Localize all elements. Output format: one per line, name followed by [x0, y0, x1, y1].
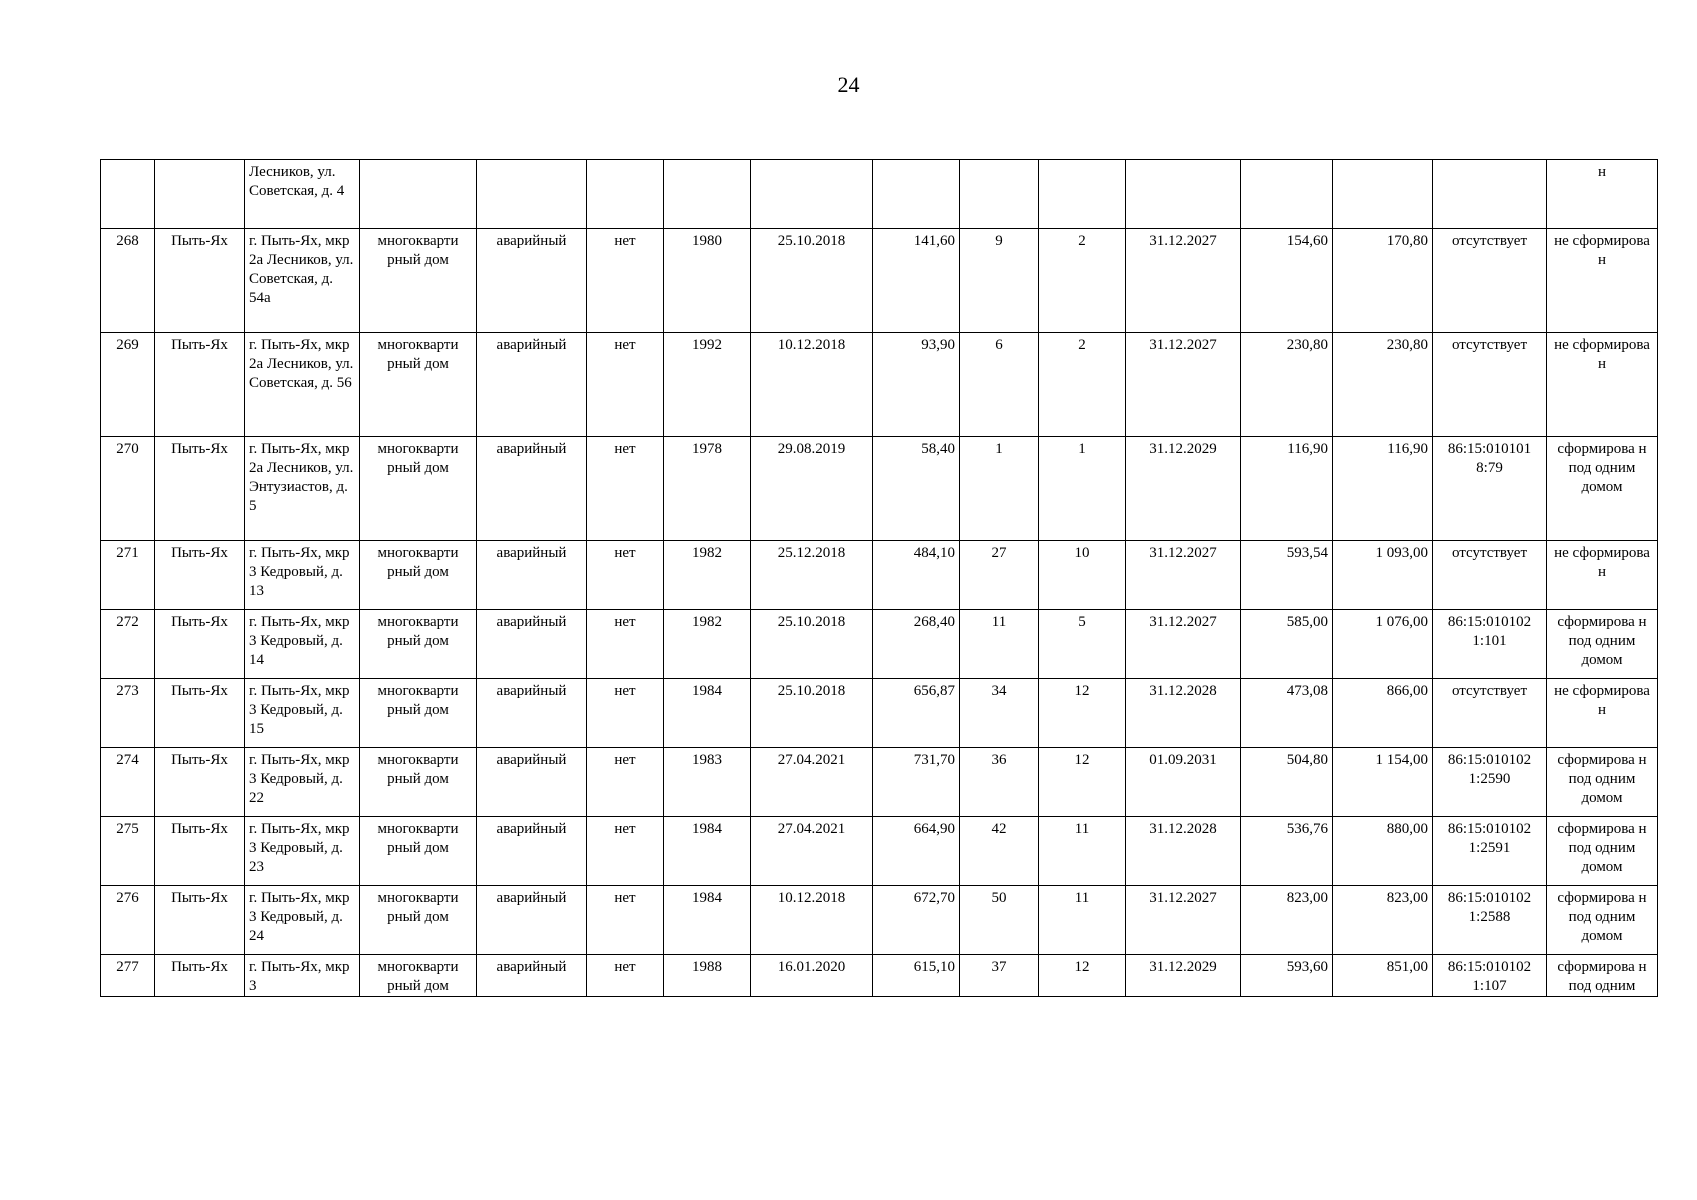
recognition-date-cell: 27.04.2021 [751, 817, 873, 886]
residents-cell: 9 [960, 229, 1039, 333]
building-type-cell: многокварти рный дом [360, 748, 477, 817]
plan-cell: нет [587, 437, 664, 541]
row-number-cell: 277 [101, 955, 155, 997]
table-row [101, 437, 1658, 541]
table-row [101, 955, 1658, 997]
cadastral-number-cell: отсутствует [1433, 541, 1547, 610]
table-row [101, 610, 1658, 679]
condition-cell: аварийный [477, 610, 587, 679]
relocation-deadline-cell [1126, 160, 1241, 229]
value-2-cell: 866,00 [1333, 679, 1433, 748]
cadastral-number-cell: отсутствует [1433, 679, 1547, 748]
building-type-cell: многокварти рный дом [360, 333, 477, 437]
value-1-cell: 116,90 [1241, 437, 1333, 541]
area-cell: 615,10 [873, 955, 960, 997]
table-row [101, 679, 1658, 748]
value-1-cell: 823,00 [1241, 886, 1333, 955]
recognition-date-cell: 10.12.2018 [751, 333, 873, 437]
address-cell: г. Пыть-Ях, мкр 3 [245, 955, 360, 997]
recognition-date-cell: 25.12.2018 [751, 541, 873, 610]
year-built-cell: 1984 [664, 886, 751, 955]
plan-cell: нет [587, 333, 664, 437]
value-2-cell: 1 093,00 [1333, 541, 1433, 610]
relocation-deadline-cell: 31.12.2027 [1126, 333, 1241, 437]
condition-cell: аварийный [477, 437, 587, 541]
recognition-date-cell [751, 160, 873, 229]
relocation-deadline-cell: 31.12.2029 [1126, 955, 1241, 997]
address-cell: г. Пыть-Ях, мкр 3 Кедровый, д. 22 [245, 748, 360, 817]
value-2-cell: 880,00 [1333, 817, 1433, 886]
value-1-cell: 536,76 [1241, 817, 1333, 886]
land-plot-status-cell: не сформирова н [1547, 229, 1658, 333]
land-plot-status-cell: н [1547, 160, 1658, 229]
recognition-date-cell: 29.08.2019 [751, 437, 873, 541]
table-row [101, 541, 1658, 610]
apartments-cell: 2 [1039, 229, 1126, 333]
area-cell: 141,60 [873, 229, 960, 333]
row-number-cell: 268 [101, 229, 155, 333]
value-1-cell: 504,80 [1241, 748, 1333, 817]
building-type-cell: многокварти рный дом [360, 679, 477, 748]
plan-cell: нет [587, 610, 664, 679]
building-type-cell: многокварти рный дом [360, 437, 477, 541]
value-2-cell [1333, 160, 1433, 229]
residents-cell: 50 [960, 886, 1039, 955]
building-type-cell: многокварти рный дом [360, 229, 477, 333]
city-cell: Пыть-Ях [155, 437, 245, 541]
residents-cell: 37 [960, 955, 1039, 997]
value-1-cell: 593,54 [1241, 541, 1333, 610]
apartments-cell: 10 [1039, 541, 1126, 610]
recognition-date-cell: 25.10.2018 [751, 229, 873, 333]
cadastral-number-cell [1433, 160, 1547, 229]
table-row [101, 817, 1658, 886]
land-plot-status-cell: сформирова н под одним [1547, 955, 1658, 997]
city-cell: Пыть-Ях [155, 541, 245, 610]
value-1-cell [1241, 160, 1333, 229]
land-plot-status-cell: не сформирова н [1547, 679, 1658, 748]
value-2-cell: 823,00 [1333, 886, 1433, 955]
value-1-cell: 585,00 [1241, 610, 1333, 679]
plan-cell: нет [587, 679, 664, 748]
apartments-cell: 11 [1039, 886, 1126, 955]
building-type-cell: многокварти рный дом [360, 955, 477, 997]
table-row [101, 229, 1658, 333]
cadastral-number-cell: 86:15:010102 1:2591 [1433, 817, 1547, 886]
condition-cell: аварийный [477, 886, 587, 955]
relocation-deadline-cell: 01.09.2031 [1126, 748, 1241, 817]
value-2-cell: 116,90 [1333, 437, 1433, 541]
residents-cell: 27 [960, 541, 1039, 610]
year-built-cell: 1992 [664, 333, 751, 437]
condition-cell: аварийный [477, 333, 587, 437]
cadastral-number-cell: 86:15:010102 1:107 [1433, 955, 1547, 997]
apartments-cell: 12 [1039, 748, 1126, 817]
condition-cell: аварийный [477, 817, 587, 886]
housing-registry-table [100, 159, 1658, 997]
area-cell: 58,40 [873, 437, 960, 541]
city-cell: Пыть-Ях [155, 333, 245, 437]
value-2-cell: 230,80 [1333, 333, 1433, 437]
row-number-cell [101, 160, 155, 229]
apartments-cell: 5 [1039, 610, 1126, 679]
address-cell: г. Пыть-Ях, мкр 3 Кедровый, д. 23 [245, 817, 360, 886]
year-built-cell: 1982 [664, 541, 751, 610]
address-cell: г. Пыть-Ях, мкр 2а Лесников, ул. Советская, д. 56 [245, 333, 360, 437]
city-cell: Пыть-Ях [155, 748, 245, 817]
recognition-date-cell: 25.10.2018 [751, 610, 873, 679]
page-number: 24 [837, 72, 860, 97]
apartments-cell: 11 [1039, 817, 1126, 886]
row-number-cell: 276 [101, 886, 155, 955]
condition-cell: аварийный [477, 541, 587, 610]
city-cell: Пыть-Ях [155, 886, 245, 955]
cadastral-number-cell: 86:15:010101 8:79 [1433, 437, 1547, 541]
land-plot-status-cell: сформирова н под одним домом [1547, 610, 1658, 679]
cadastral-number-cell: 86:15:010102 1:2590 [1433, 748, 1547, 817]
building-type-cell: многокварти рный дом [360, 610, 477, 679]
city-cell: Пыть-Ях [155, 229, 245, 333]
value-2-cell: 1 076,00 [1333, 610, 1433, 679]
recognition-date-cell: 27.04.2021 [751, 748, 873, 817]
plan-cell: нет [587, 541, 664, 610]
residents-cell: 6 [960, 333, 1039, 437]
residents-cell: 34 [960, 679, 1039, 748]
area-cell: 672,70 [873, 886, 960, 955]
relocation-deadline-cell: 31.12.2027 [1126, 886, 1241, 955]
area-cell: 664,90 [873, 817, 960, 886]
residents-cell: 42 [960, 817, 1039, 886]
land-plot-status-cell: сформирова н под одним домом [1547, 886, 1658, 955]
building-type-cell: многокварти рный дом [360, 886, 477, 955]
table-row [101, 886, 1658, 955]
residents-cell [960, 160, 1039, 229]
building-type-cell: многокварти рный дом [360, 541, 477, 610]
address-cell: г. Пыть-Ях, мкр 2а Лесников, ул. Энтузиастов, д. 5 [245, 437, 360, 541]
row-number-cell: 272 [101, 610, 155, 679]
cadastral-number-cell: отсутствует [1433, 229, 1547, 333]
plan-cell: нет [587, 886, 664, 955]
recognition-date-cell: 10.12.2018 [751, 886, 873, 955]
area-cell: 656,87 [873, 679, 960, 748]
value-2-cell: 851,00 [1333, 955, 1433, 997]
condition-cell: аварийный [477, 955, 587, 997]
relocation-deadline-cell: 31.12.2028 [1126, 817, 1241, 886]
cadastral-number-cell: 86:15:010102 1:101 [1433, 610, 1547, 679]
year-built-cell: 1982 [664, 610, 751, 679]
address-cell: г. Пыть-Ях, мкр 2а Лесников, ул. Советская, д. 54а [245, 229, 360, 333]
condition-cell: аварийный [477, 679, 587, 748]
city-cell: Пыть-Ях [155, 955, 245, 997]
area-cell [873, 160, 960, 229]
condition-cell: аварийный [477, 748, 587, 817]
recognition-date-cell: 16.01.2020 [751, 955, 873, 997]
value-1-cell: 473,08 [1241, 679, 1333, 748]
cadastral-number-cell: отсутствует [1433, 333, 1547, 437]
value-2-cell: 170,80 [1333, 229, 1433, 333]
area-cell: 484,10 [873, 541, 960, 610]
table-row [101, 748, 1658, 817]
row-number-cell: 275 [101, 817, 155, 886]
value-1-cell: 593,60 [1241, 955, 1333, 997]
row-number-cell: 273 [101, 679, 155, 748]
row-number-cell: 269 [101, 333, 155, 437]
value-1-cell: 154,60 [1241, 229, 1333, 333]
address-cell: г. Пыть-Ях, мкр 3 Кедровый, д. 24 [245, 886, 360, 955]
address-cell: г. Пыть-Ях, мкр 3 Кедровый, д. 13 [245, 541, 360, 610]
apartments-cell: 1 [1039, 437, 1126, 541]
plan-cell: нет [587, 955, 664, 997]
city-cell: Пыть-Ях [155, 610, 245, 679]
address-cell: г. Пыть-Ях, мкр 3 Кедровый, д. 15 [245, 679, 360, 748]
relocation-deadline-cell: 31.12.2029 [1126, 437, 1241, 541]
land-plot-status-cell: сформирова н под одним домом [1547, 748, 1658, 817]
city-cell: Пыть-Ях [155, 817, 245, 886]
relocation-deadline-cell: 31.12.2027 [1126, 229, 1241, 333]
recognition-date-cell: 25.10.2018 [751, 679, 873, 748]
apartments-cell: 2 [1039, 333, 1126, 437]
year-built-cell: 1980 [664, 229, 751, 333]
apartments-cell: 12 [1039, 679, 1126, 748]
table-row [101, 160, 1658, 229]
year-built-cell: 1983 [664, 748, 751, 817]
row-number-cell: 270 [101, 437, 155, 541]
value-2-cell: 1 154,00 [1333, 748, 1433, 817]
year-built-cell: 1988 [664, 955, 751, 997]
residents-cell: 36 [960, 748, 1039, 817]
plan-cell: нет [587, 748, 664, 817]
apartments-cell: 12 [1039, 955, 1126, 997]
land-plot-status-cell: сформирова н под одним домом [1547, 817, 1658, 886]
relocation-deadline-cell: 31.12.2027 [1126, 610, 1241, 679]
plan-cell: нет [587, 229, 664, 333]
relocation-deadline-cell: 31.12.2027 [1126, 541, 1241, 610]
year-built-cell: 1978 [664, 437, 751, 541]
residents-cell: 11 [960, 610, 1039, 679]
value-1-cell: 230,80 [1241, 333, 1333, 437]
land-plot-status-cell: сформирова н под одним домом [1547, 437, 1658, 541]
year-built-cell: 1984 [664, 679, 751, 748]
condition-cell [477, 160, 587, 229]
apartments-cell [1039, 160, 1126, 229]
address-cell: Лесников, ул. Советская, д. 4 [245, 160, 360, 229]
cadastral-number-cell: 86:15:010102 1:2588 [1433, 886, 1547, 955]
building-type-cell [360, 160, 477, 229]
year-built-cell [664, 160, 751, 229]
table-body [101, 160, 1658, 997]
address-cell: г. Пыть-Ях, мкр 3 Кедровый, д. 14 [245, 610, 360, 679]
year-built-cell: 1984 [664, 817, 751, 886]
table-row [101, 333, 1658, 437]
city-cell [155, 160, 245, 229]
land-plot-status-cell: не сформирова н [1547, 541, 1658, 610]
area-cell: 93,90 [873, 333, 960, 437]
residents-cell: 1 [960, 437, 1039, 541]
relocation-deadline-cell: 31.12.2028 [1126, 679, 1241, 748]
row-number-cell: 271 [101, 541, 155, 610]
condition-cell: аварийный [477, 229, 587, 333]
area-cell: 268,40 [873, 610, 960, 679]
land-plot-status-cell: не сформирова н [1547, 333, 1658, 437]
row-number-cell: 274 [101, 748, 155, 817]
area-cell: 731,70 [873, 748, 960, 817]
city-cell: Пыть-Ях [155, 679, 245, 748]
plan-cell [587, 160, 664, 229]
plan-cell: нет [587, 817, 664, 886]
building-type-cell: многокварти рный дом [360, 817, 477, 886]
